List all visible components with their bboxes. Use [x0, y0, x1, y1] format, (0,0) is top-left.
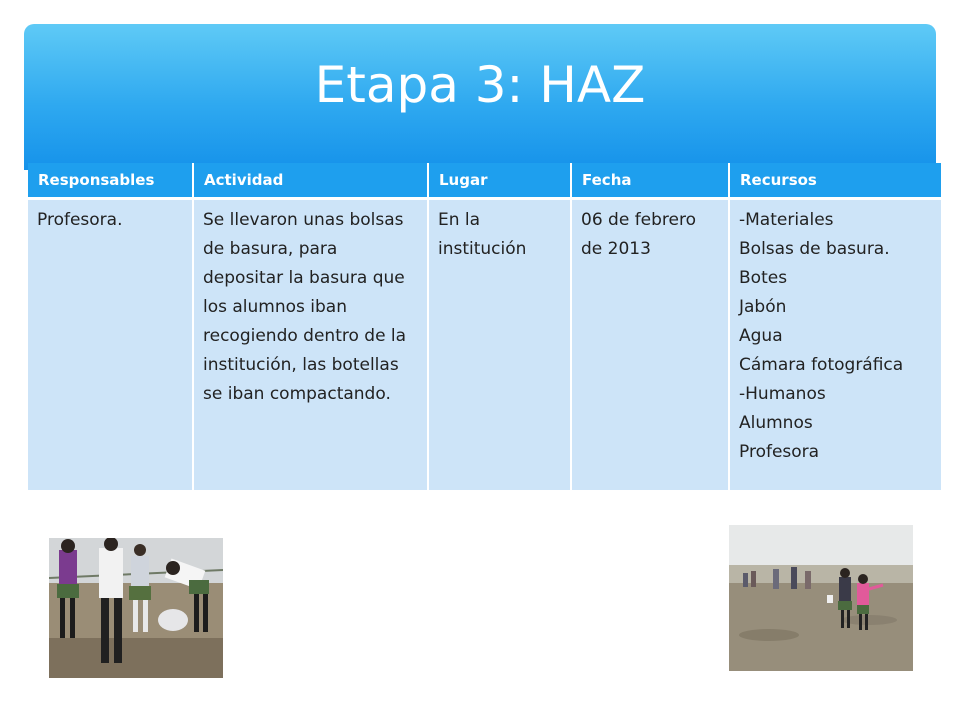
cell-lugar-text: En la institución	[438, 209, 527, 259]
cell-recursos	[729, 198, 941, 490]
cell-responsables-text: Profesora.	[37, 209, 123, 230]
cell-fecha	[571, 198, 729, 490]
cell-fecha-text: 06 de febrero de 2013	[581, 209, 697, 259]
slide-title: Etapa 3: HAZ	[314, 56, 646, 114]
table-row	[28, 198, 941, 490]
cell-recursos-text: -Materiales Bolsas de basura. Botes Jabón Agua Cámara fotográfica -Humanos Alumnos Profesora	[739, 209, 904, 462]
table-header-row	[28, 163, 941, 198]
activity-table	[28, 163, 941, 490]
field-cleanup-photo	[729, 525, 913, 671]
cell-actividad	[193, 198, 428, 490]
cell-lugar	[428, 198, 571, 490]
field-cleanup-illustration	[729, 525, 913, 671]
header-actividad: Actividad	[193, 163, 428, 198]
header-responsables: Responsables	[28, 163, 193, 198]
header-fecha: Fecha	[571, 163, 729, 198]
students-cleanup-illustration	[49, 538, 223, 678]
students-cleanup-photo	[49, 538, 223, 678]
header-recursos: Recursos	[729, 163, 941, 198]
header-lugar: Lugar	[428, 163, 571, 198]
cell-actividad-text: Se llevaron unas bolsas de basura, para depositar la basura que los alumnos iban recogiendo dentro de la institución, las botellas se iban compactando.	[203, 209, 407, 404]
cell-responsables	[28, 198, 193, 490]
